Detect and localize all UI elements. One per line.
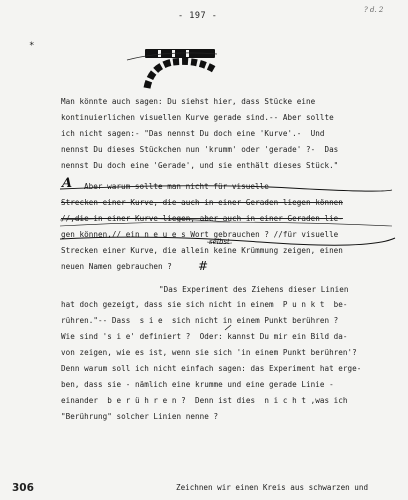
- text-line: von zeigen, wie es ist, wenn sie sich 'in einem Punkt berühren'?: [61, 348, 357, 357]
- struck-text-line: Strecken einer Kurve, die auch in einer Geraden liegen können: [61, 198, 343, 207]
- text-line: Strecken einer Kurve, die allein keine Krümmung zeigen, einen: [61, 246, 343, 255]
- pen-tally-mark: #: [198, 259, 209, 273]
- text-line: gen können,// ein n e u e s Wort gebrauchen ? //für visuelle: [61, 230, 339, 239]
- text-line: "Berührung" solcher Linien nenne ?: [61, 412, 219, 421]
- text-line: Man könnte auch sagen: Du siehst hier, dass Stücke eine: [61, 97, 316, 106]
- corner-reference-note: ? d. 2: [364, 6, 384, 14]
- margin-page-number: 306: [12, 482, 34, 494]
- text-line: hat doch gezeigt, dass sie sich nicht in einem P u n k t be-: [61, 300, 348, 309]
- text-line: nennst Du doch eine 'Gerade', und sie enthält dieses Stück.": [61, 161, 339, 170]
- text-line: kontinuierlichen visuellen Kurve gerade sind.-- Aber sollte: [61, 113, 334, 122]
- text-line: ben, dass sie - nämlich eine krumme und eine gerade Linie -: [61, 380, 334, 389]
- curve-arc: [147, 61, 215, 88]
- text-line: neuen Namen gebrauchen ?: [61, 262, 172, 271]
- text-line: Denn warum soll ich nicht einfach sagen: das Experiment hat erge-: [61, 364, 362, 373]
- text-line: Aber warum sollte man nicht für visuelle: [84, 182, 269, 191]
- text-line: einander b e r ü h r e n ? Denn ist dies n i c h t ,was ich: [61, 396, 348, 405]
- text-line: Wie sind 's i e' definiert ? Oder: kannst Du mir ein Bild da-: [61, 332, 348, 341]
- curve-and-line-figure: [125, 46, 220, 91]
- pen-insert-selbst: selbst: [209, 238, 230, 246]
- margin-star-icon: *: [29, 41, 35, 51]
- page-number-header: - 197 -: [178, 11, 218, 21]
- text-line: Zeichnen wir einen Kreis aus schwarzen und: [176, 483, 369, 492]
- text-line: nennst Du dieses Stückchen nun 'krumm' oder 'gerade' ?- Das: [61, 145, 339, 154]
- struck-text-line: //,die in einer Kurve liegen, aber auch in einer Geraden lie-: [61, 214, 343, 223]
- text-line: "Das Experiment des Ziehens dieser Linien: [159, 285, 349, 294]
- text-line: ich nicht sagen:- "Das nennst Du doch eine 'Kurve'.- Und: [61, 129, 325, 138]
- text-line: rühren."-- Dass s i e sich nicht in einem Punkt berühren ?: [61, 316, 339, 325]
- pen-insert-a: A: [62, 176, 73, 191]
